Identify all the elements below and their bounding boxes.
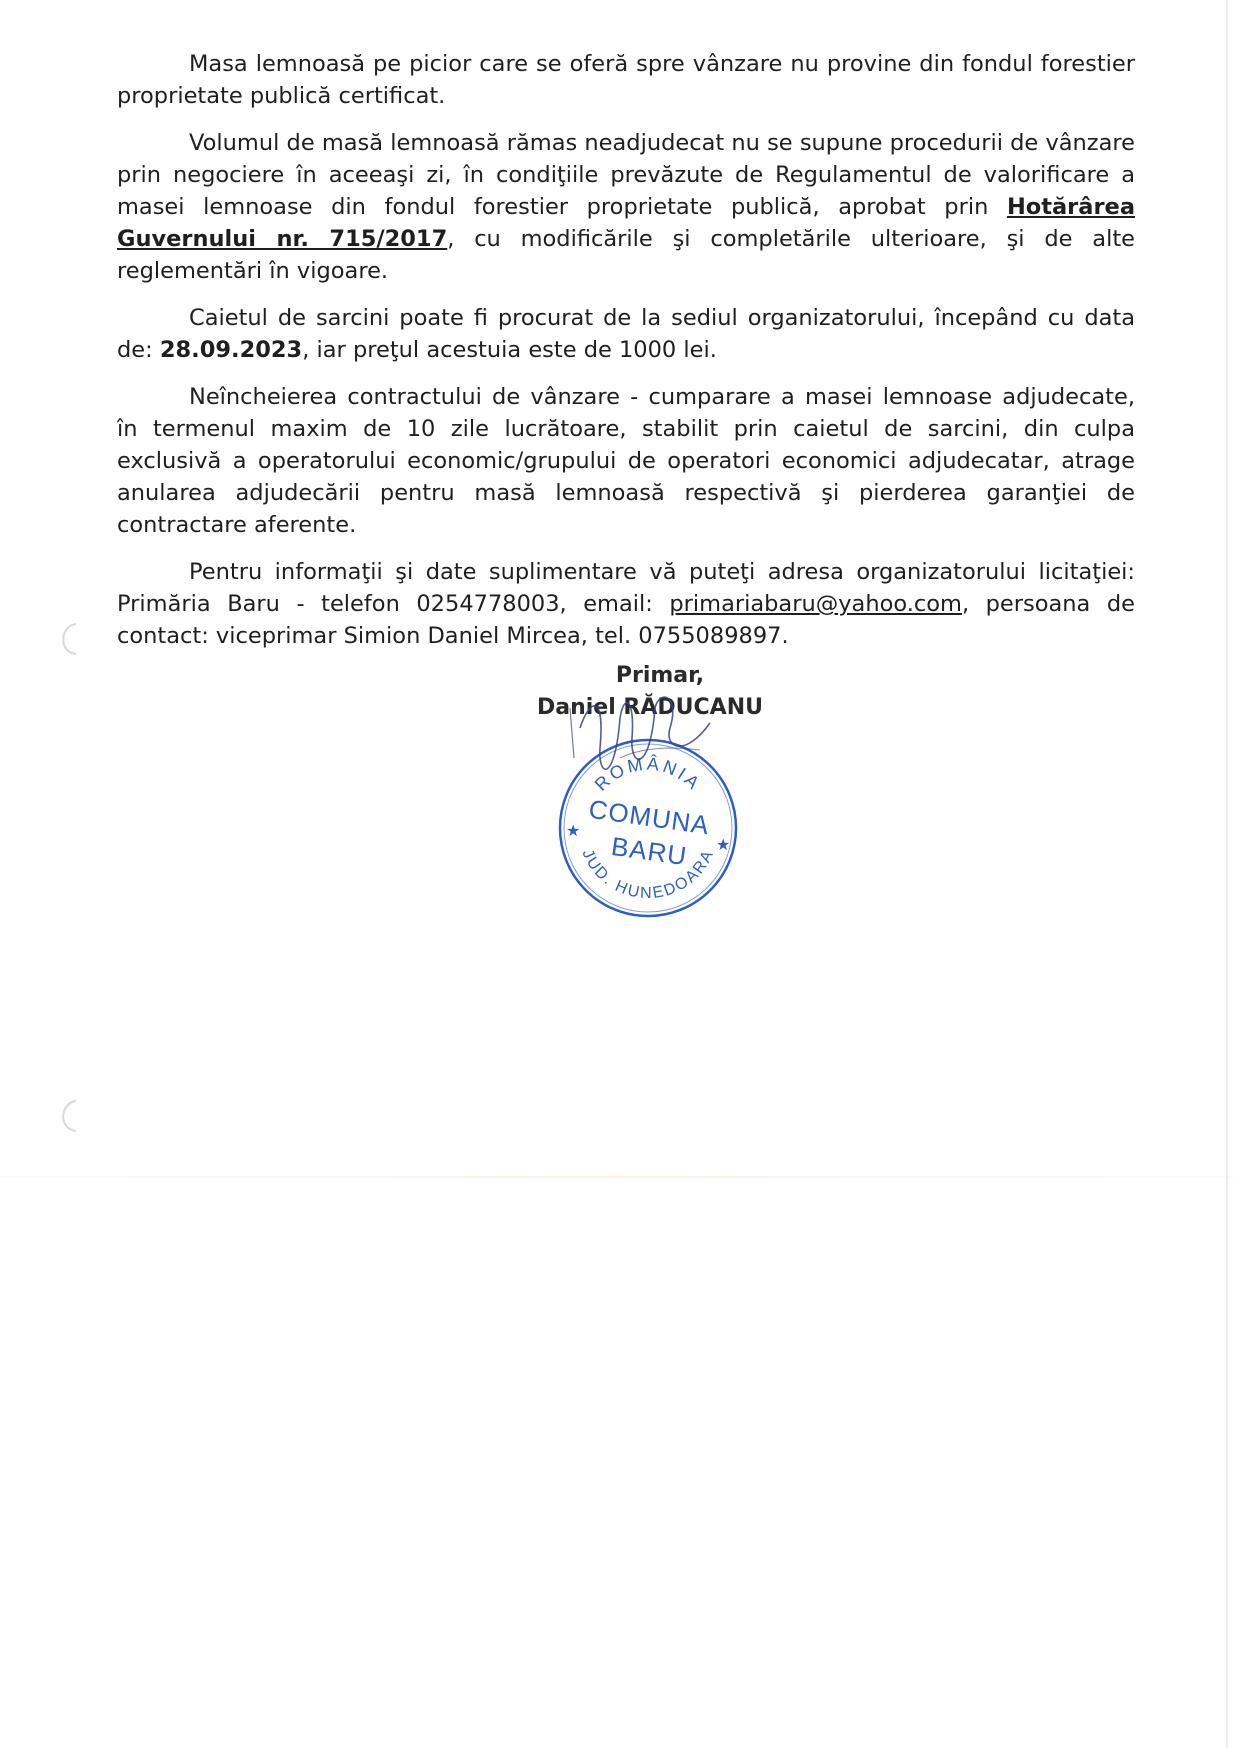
page-fold-line bbox=[0, 1176, 1234, 1178]
punch-hole-mark-icon bbox=[52, 1097, 84, 1135]
paragraph-text: , cu modificările şi completările ulterioare, şi de alte reglementări în vigoare. bbox=[117, 226, 1135, 284]
stamp-star-left-icon: ★ bbox=[566, 821, 581, 840]
paragraph-text: , iar preţul acestuia este de 1000 lei. bbox=[302, 337, 717, 363]
signatory-name: Daniel RĂDUCANU bbox=[537, 695, 763, 720]
punch-hole-mark-icon bbox=[52, 620, 84, 658]
stamp-center-line1: COMUNA bbox=[586, 793, 712, 841]
handwritten-signature bbox=[560, 688, 740, 808]
paragraph-text: Pentru informaţii şi date suplimentare vă puteţi adresa organizatorului licitaţiei: Primăria Baru - telefon 0254778003, email: bbox=[117, 559, 1135, 617]
paragraph-specifications bbox=[117, 302, 1135, 366]
stamp-star-right-icon: ★ bbox=[716, 835, 731, 854]
paragraph-contact bbox=[117, 556, 1135, 652]
stamp-top-text: ROMÂNIA bbox=[590, 753, 706, 795]
government-decision-link[interactable]: Hotărârea Guvernului nr. 715/2017 bbox=[117, 194, 1135, 252]
paragraph-text: , persoana de contact: viceprimar Simion Daniel Mircea, tel. 0755089897. bbox=[117, 591, 1135, 649]
paragraph-text: Volumul de masă lemnoasă rămas neadjudecat nu se supune procedurii de vânzare prin negociere în aceeaşi zi, în condiţiile prevăzute de Regulamentul de valorificare a masei lemnoase din fondul forestier proprietate publică, aprobat prin bbox=[117, 130, 1135, 220]
paragraph-text: Neîncheierea contractului de vânzare - cumparare a masei lemnoase adjudecate, în termenul maxim de 10 zile lucrătoare, stabilit prin caietul de sarcini, din culpa exclusivă a operatorului economic/grupului de operatori economici adjudecatar, atrage anularea adjudecării pentru masă lemnoasă respectivă şi pierderea garanţiei de contractare aferente. bbox=[117, 384, 1135, 538]
page-right-edge bbox=[1226, 0, 1228, 1748]
start-date: 28.09.2023 bbox=[159, 337, 303, 363]
signatory-role: Primar, bbox=[615, 663, 705, 688]
paragraph-text: Masa lemnoasă pe picior care se oferă spre vânzare nu provine din fondul forestier proprietate publică certificat. bbox=[117, 51, 1135, 109]
paragraph-unadjudicated-volume bbox=[117, 127, 1135, 287]
paragraph-contract-deadline bbox=[117, 381, 1135, 541]
stamp-bottom-text: JUD. HUNEDOARA bbox=[578, 846, 718, 903]
document-body bbox=[117, 48, 1135, 667]
email-link[interactable]: primariabaru@yahoo.com bbox=[669, 591, 962, 617]
paragraph-certification bbox=[117, 48, 1135, 112]
stamp-center-line2: BARU bbox=[609, 830, 690, 872]
paragraph-text: Caietul de sarcini poate fi procurat de la sediul organizatorului, începând cu data de: bbox=[117, 305, 1135, 363]
